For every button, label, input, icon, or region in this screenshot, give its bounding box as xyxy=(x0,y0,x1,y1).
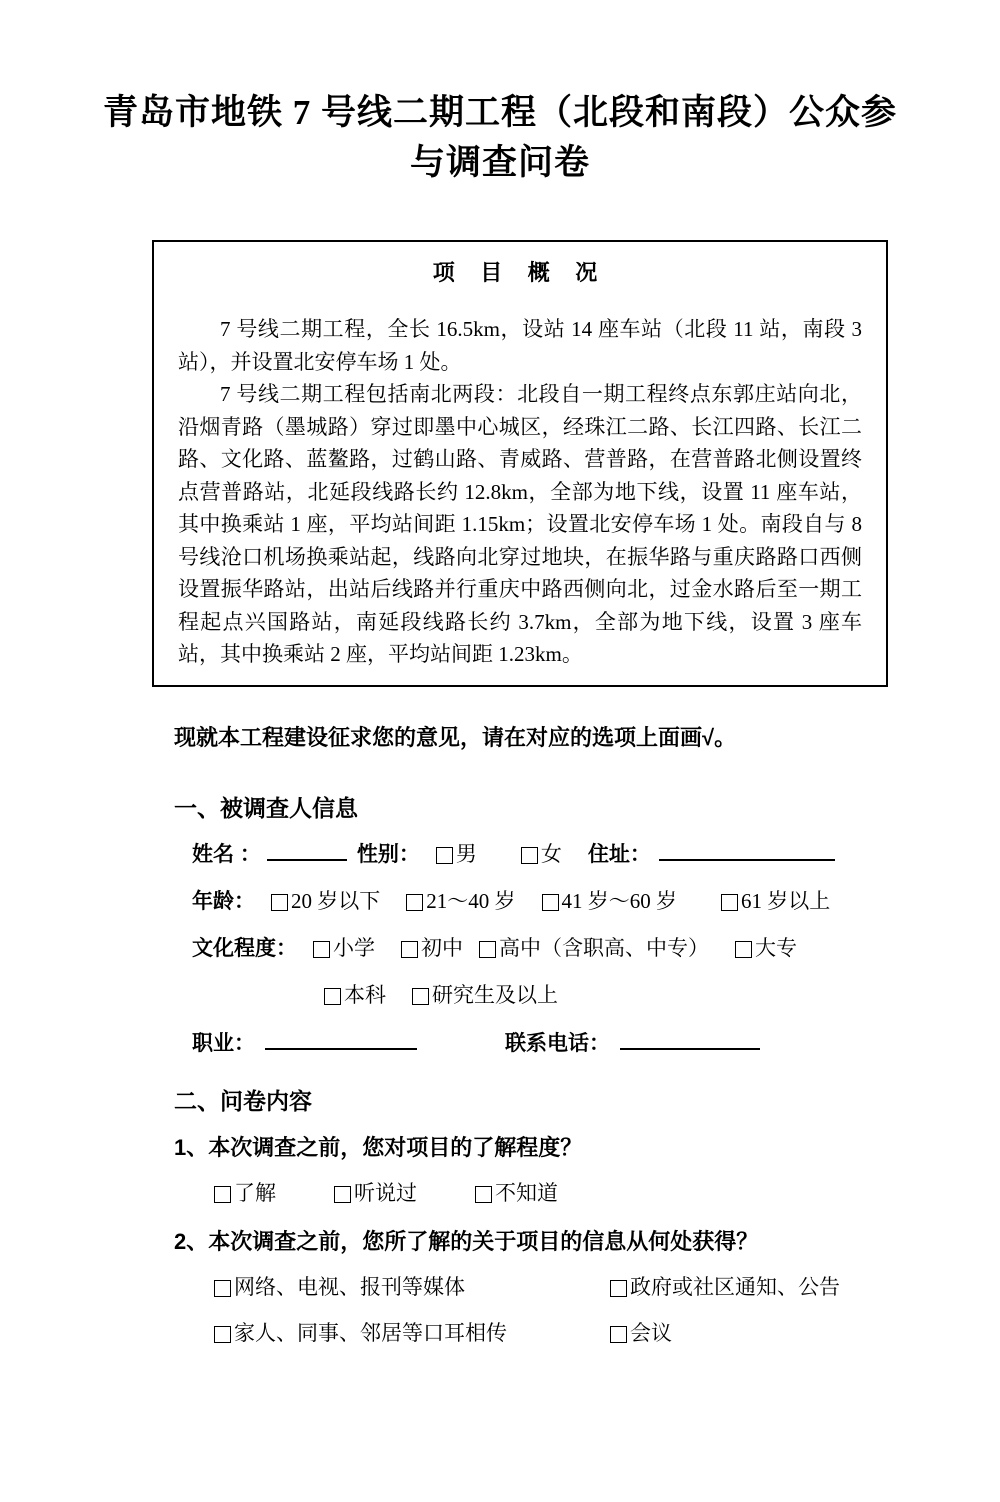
education-option-college-label: 大专 xyxy=(755,935,797,960)
checkbox-q2-media-icon[interactable] xyxy=(214,1280,231,1297)
education-option-college[interactable] xyxy=(735,932,797,965)
q1-option-know[interactable] xyxy=(214,1177,276,1210)
age-option-21-40[interactable] xyxy=(406,885,515,918)
q2-option-word-of-mouth-label: 家人、同事、邻居等口耳相传 xyxy=(234,1320,507,1345)
gender-option-female-label: 女 xyxy=(540,841,562,866)
checkbox-male-icon[interactable] xyxy=(436,847,453,864)
checkbox-edu-junior-icon[interactable] xyxy=(401,941,418,958)
address-label: 住址： xyxy=(587,842,651,866)
q2-option-word-of-mouth[interactable] xyxy=(214,1317,610,1350)
page-title xyxy=(70,88,930,188)
q1-option-know-label: 了解 xyxy=(234,1180,276,1205)
gender-label: 性别： xyxy=(356,842,420,866)
q1-option-unknown[interactable] xyxy=(475,1177,558,1210)
education-option-postgraduate-label: 研究生及以上 xyxy=(432,982,558,1007)
education-option-postgraduate[interactable] xyxy=(412,979,558,1012)
age-option-under20-label: 20 岁以下 xyxy=(291,888,381,913)
age-row xyxy=(192,885,888,918)
age-option-under20[interactable] xyxy=(271,885,380,918)
education-option-junior[interactable] xyxy=(401,932,463,965)
question-2-options-row-1 xyxy=(214,1271,888,1304)
education-row-1 xyxy=(192,932,888,965)
checkbox-age-41-60-icon[interactable] xyxy=(542,894,559,911)
gender-option-male-label: 男 xyxy=(455,841,477,866)
education-option-primary[interactable] xyxy=(313,932,375,965)
education-option-bachelor[interactable] xyxy=(324,979,386,1012)
checkbox-age-over61-icon[interactable] xyxy=(721,894,738,911)
project-overview-box xyxy=(152,240,888,687)
page-title-line2: 与调查问卷 xyxy=(409,143,590,182)
education-label: 文化程度： xyxy=(192,936,297,960)
questionnaire-content xyxy=(152,723,888,1350)
name-gender-address-row xyxy=(192,837,888,871)
section1-heading: 一、被调查人信息 xyxy=(174,794,358,821)
q2-option-meeting[interactable] xyxy=(610,1317,672,1350)
age-label: 年龄： xyxy=(192,889,255,913)
checkbox-age-21-40-icon[interactable] xyxy=(406,894,423,911)
age-option-41-60-label: 41 岁～60 岁 xyxy=(561,888,677,913)
education-option-senior-label: 高中（含职高、中专） xyxy=(499,935,709,960)
checkbox-age-under20-icon[interactable] xyxy=(271,894,288,911)
occupation-label: 职业： xyxy=(192,1031,255,1055)
checkbox-edu-college-icon[interactable] xyxy=(735,941,752,958)
address-input-blank[interactable] xyxy=(659,837,835,861)
checkbox-female-icon[interactable] xyxy=(521,847,538,864)
checkbox-edu-postgraduate-icon[interactable] xyxy=(412,988,429,1005)
age-option-21-40-label: 21～40 岁 xyxy=(426,888,516,913)
checkbox-q1-know-icon[interactable] xyxy=(214,1186,231,1203)
question-2-options-row-2 xyxy=(214,1317,888,1350)
occupation-input-blank[interactable] xyxy=(265,1026,417,1050)
q2-option-media-label: 网络、电视、报刊等媒体 xyxy=(234,1274,465,1299)
q1-option-heard-label: 听说过 xyxy=(354,1180,417,1205)
name-input-blank[interactable] xyxy=(267,837,347,861)
checkbox-q2-meeting-icon[interactable] xyxy=(610,1326,627,1343)
education-row-2 xyxy=(324,979,888,1012)
q2-option-government-notice[interactable] xyxy=(610,1271,840,1304)
occupation-phone-row xyxy=(192,1026,888,1060)
name-label: 姓名 ： xyxy=(192,842,261,866)
education-option-senior[interactable] xyxy=(479,932,709,965)
q2-option-media[interactable] xyxy=(214,1271,610,1304)
question-2: 2、本次调查之前，您所了解的关于项目的信息从何处获得？ xyxy=(174,1228,759,1254)
education-option-junior-label: 初中 xyxy=(421,935,463,960)
checkbox-edu-primary-icon[interactable] xyxy=(313,941,330,958)
overview-paragraph-2: 7 号线二期工程包括南北两段：北段自一期工程终点东郭庄站向北，沿烟青路（墨城路）穿过即墨中心城区，经珠江二路、长江四路、长江二路、文化路、蓝鳌路，过鹤山路、青威路、营普路，在营普路北侧设置终点营普路站，北延段线路长约 12.8km，全部为地下线，设置 11 座车站，其中换乘站 1 座，平均站间距 1.15km；设置北安停车场 1 处。南段自与 8 号线沧口机场换乘站起，线路向北穿过地块，在振华路与重庆路路口西侧设置振华路站，出站后线路并行重庆中路西侧向北，过金水路后至一期工程起点兴国路站，南延段线路长约 3.7km，全部为地下线，设置 3 座车站，其中换乘站 2 座，平均站间距 1.23km。 xyxy=(178,382,862,666)
question-1-options xyxy=(214,1177,888,1210)
q2-option-meeting-label: 会议 xyxy=(630,1320,672,1345)
gender-option-male[interactable] xyxy=(436,838,477,871)
phone-input-blank[interactable] xyxy=(620,1026,760,1050)
section2-heading: 二、问卷内容 xyxy=(174,1087,312,1114)
checkbox-q2-government-notice-icon[interactable] xyxy=(610,1280,627,1297)
question-1: 1、本次调查之前，您对项目的了解程度？ xyxy=(174,1134,583,1160)
checkbox-edu-bachelor-icon[interactable] xyxy=(324,988,341,1005)
education-option-primary-label: 小学 xyxy=(333,935,375,960)
education-option-bachelor-label: 本科 xyxy=(344,982,386,1007)
checkbox-q2-word-of-mouth-icon[interactable] xyxy=(214,1326,231,1343)
overview-header: 项 目 概 况 xyxy=(432,260,608,285)
age-option-over61[interactable] xyxy=(721,885,830,918)
age-option-41-60[interactable] xyxy=(542,885,678,918)
intro-instruction: 现就本工程建设征求您的意见，请在对应的选项上面画√。 xyxy=(174,724,737,750)
q1-option-heard[interactable] xyxy=(334,1177,417,1210)
checkbox-edu-senior-icon[interactable] xyxy=(479,941,496,958)
q2-option-government-notice-label: 政府或社区通知、公告 xyxy=(630,1274,840,1299)
gender-option-female[interactable] xyxy=(521,838,562,871)
checkbox-q1-heard-icon[interactable] xyxy=(334,1186,351,1203)
age-option-over61-label: 61 岁以上 xyxy=(741,888,831,913)
q1-option-unknown-label: 不知道 xyxy=(495,1180,558,1205)
phone-label: 联系电话： xyxy=(505,1031,610,1055)
page-title-line1: 青岛市地铁 7 号线二期工程（北段和南段）公众参 xyxy=(102,93,897,132)
checkbox-q1-unknown-icon[interactable] xyxy=(475,1186,492,1203)
overview-paragraph-1: 7 号线二期工程，全长 16.5km，设站 14 座车站（北段 11 站，南段 3 站），并设置北安停车场 1 处。 xyxy=(178,317,862,374)
